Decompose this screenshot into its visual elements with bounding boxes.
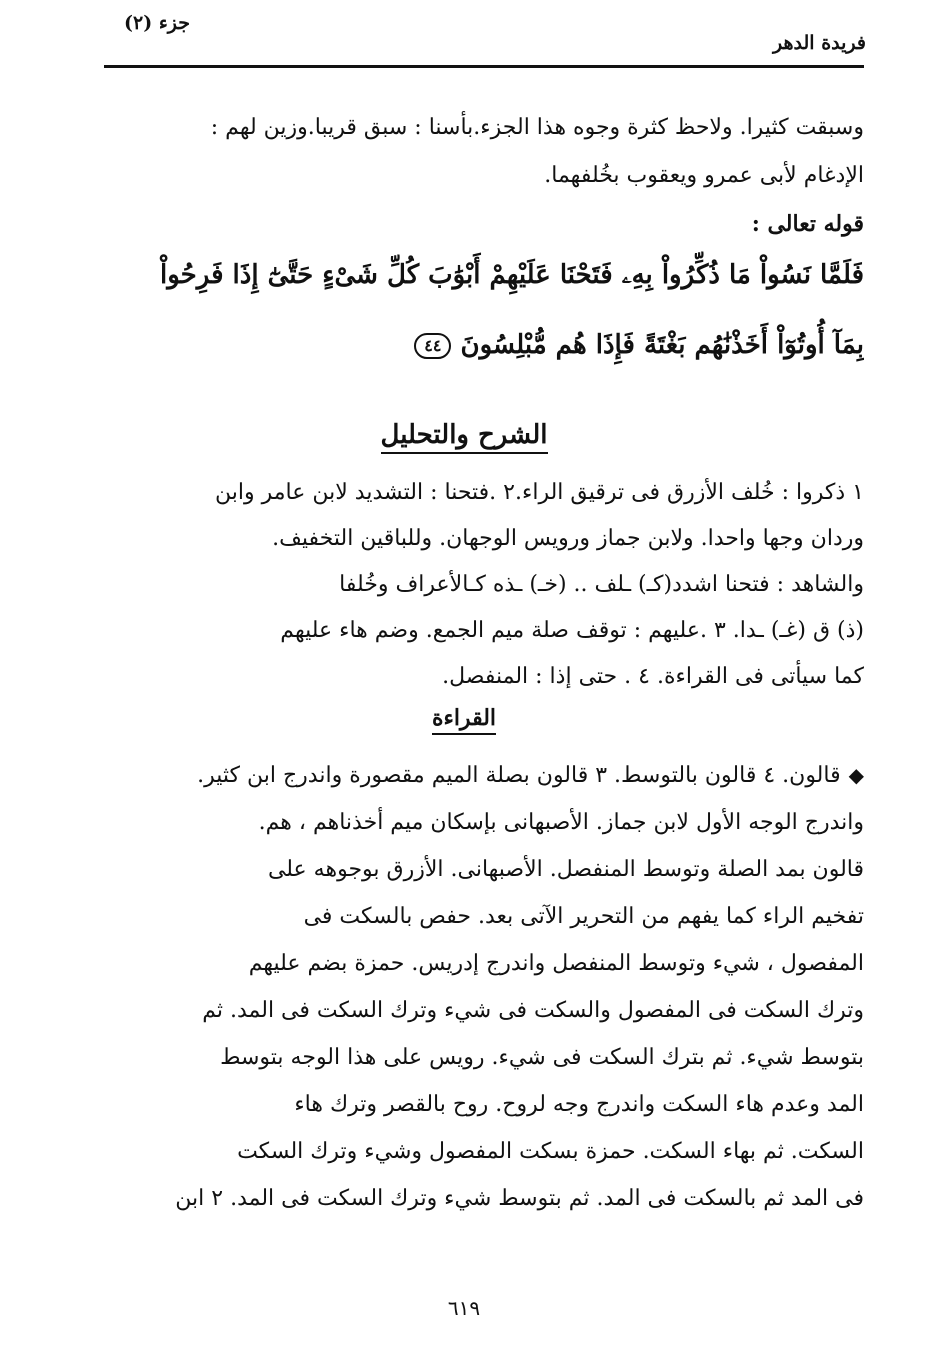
qiraa-line: المد وعدم هاء السكت واندرج وجه لروح. روح بالقصر وترك هاء xyxy=(294,1092,864,1117)
qiraa-first-line xyxy=(104,752,864,799)
qiraa-line: بتوسط شيء. ثم بترك السكت فى شيء. رويس على هذا الوجه بتوسط xyxy=(220,1045,864,1070)
qiraa-paragraph xyxy=(104,752,864,1222)
quran-verse xyxy=(124,240,864,380)
qiraa-line: تفخيم الراء كما يفهم من التحرير الآتى بعد. حفص بالسكت فى xyxy=(303,904,864,929)
sharh-line: ١ ذكروا : خُلف الأزرق فى ترقيق الراء.٢ .فتحنا : التشديد لابن عامر وابن xyxy=(215,480,864,505)
qiraa-heading xyxy=(0,705,928,731)
qiraa-line: المفصول ، شيء وتوسط المنفصل واندرج إدريس. حمزة بضم عليهم xyxy=(248,951,864,976)
intro-line: الإدغام لأبى عمرو ويعقوب بخُلفهما. xyxy=(544,163,864,188)
sharh-heading xyxy=(0,420,928,450)
intro-paragraph xyxy=(124,104,864,248)
qiraa-line: السكت. ثم بهاء السكت. حمزة بسكت المفصول وشيء وترك السكت xyxy=(237,1139,864,1164)
sharh-line: كما سيأتى فى القراءة. ٤ . حتى إذا : المنفصل. xyxy=(442,664,864,689)
sharh-heading-text: الشرح والتحليل xyxy=(381,420,548,454)
qiraa-line: فى المد ثم بالسكت فى المد. ثم بتوسط شيء وترك السكت فى المد. ٢ ابن xyxy=(175,1186,864,1211)
diamond-bullet-icon: ◆ xyxy=(848,763,864,787)
qiraa-line: قالون بمد الصلة وتوسط المنفصل. الأصبهانى. الأزرق بوجوهه على xyxy=(267,857,864,882)
running-header-title: فريدة الدهر xyxy=(773,32,866,54)
ayah-number-marker: ٤٤ xyxy=(414,333,451,359)
sharh-line: (ذ) ق (غـ) ـدا. ٣ .عليهم : توقف صلة ميم الجمع. وضم هاء عليهم xyxy=(280,618,864,643)
verse-line-2 xyxy=(124,310,864,380)
qiraa-line: واندرج الوجه الأول لابن جماز. الأصبهانى بإسكان ميم أخذناهم ، هم. xyxy=(258,810,864,835)
verse-line: فَلَمَّا نَسُواْ مَا ذُكِّرُواْ بِهِۦ فَتَحْنَا عَلَيْهِمْ أَبْوَٰبَ كُلِّ شَىْءٍ حَتَّىٰٓ إِذَا فَرِحُواْ xyxy=(160,260,864,290)
qiraa-line: قالون. ٤ قالون بالتوسط. ٣ قالون بصلة الميم مقصورة واندرج ابن كثير. xyxy=(197,763,841,788)
verse-label: قوله تعالى : xyxy=(751,211,864,237)
running-header-part: جزء (٢) xyxy=(124,12,190,34)
sharh-line: وردان وجها واحدا. ولابن جماز ورويس الوجهان. وللباقين التخفيف. xyxy=(272,526,864,551)
qiraa-line: وترك السكت فى المفصول والسكت فى شيء وترك السكت فى المد. ثم xyxy=(202,998,864,1023)
sharh-paragraph xyxy=(104,470,864,700)
page-number: ٦١٩ xyxy=(447,1296,481,1320)
intro-line: وسبقت كثيرا. ولاحظ كثرة وجوه هذا الجزء.بأسنا : سبق قريبا.وزين لهم : xyxy=(210,115,864,140)
verse-line-text: بِمَآ أُوتُوٓاْ أَخَذْنَٰهُم بَغْتَةً فَإِذَا هُم مُّبْلِسُونَ xyxy=(460,330,864,360)
header-rule xyxy=(104,65,864,68)
qiraa-heading-text: القراءة xyxy=(432,705,496,735)
sharh-line: والشاهد : فتحنا اشدد(كـ) ـلف .. (خـ) ـذه كـالأعراف وخُلفا xyxy=(339,572,864,597)
